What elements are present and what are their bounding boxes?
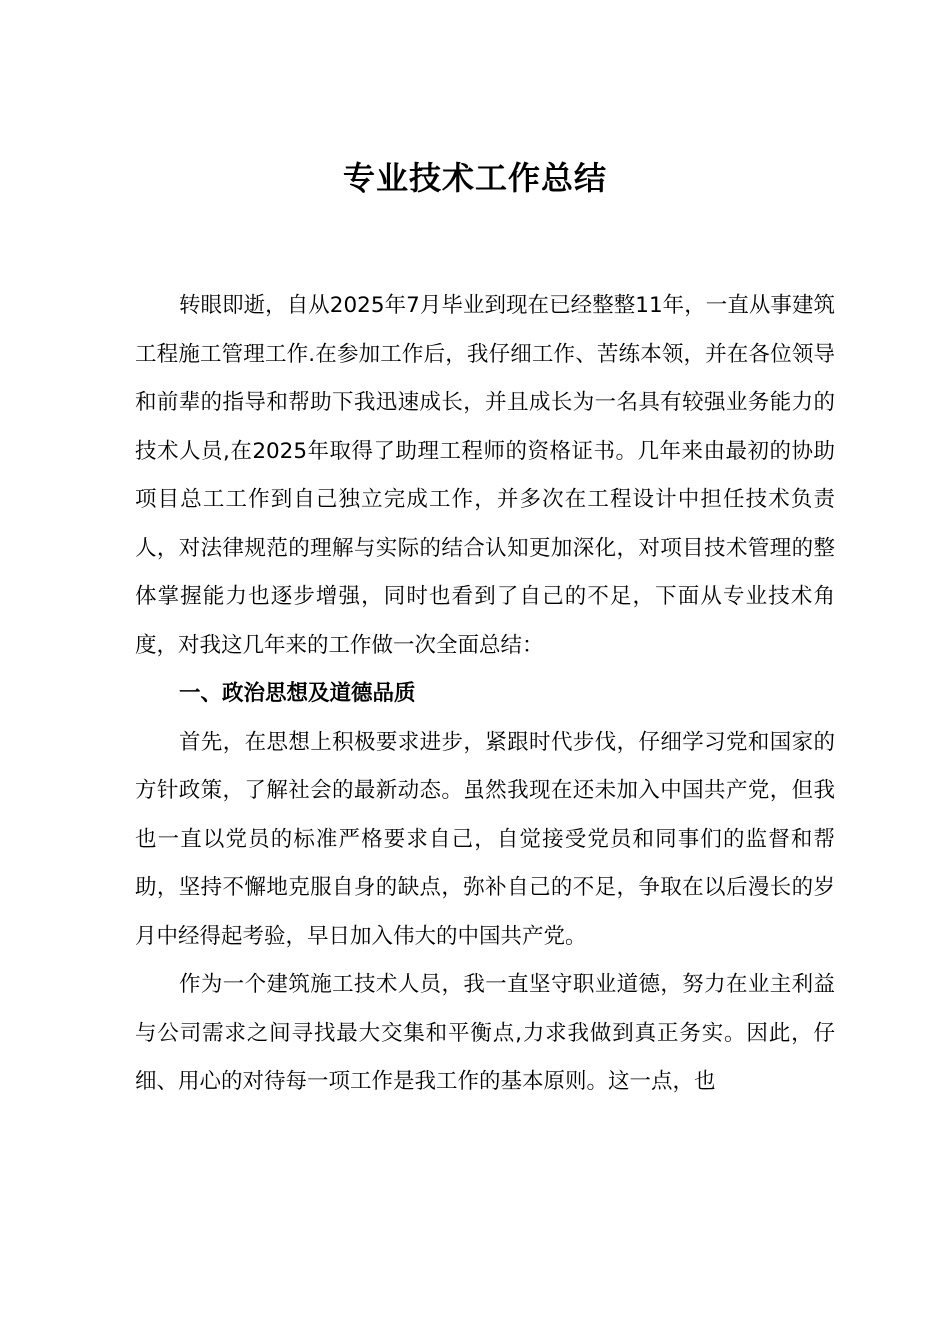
paragraph-political-thought: 首先，在思想上积极要求进步，紧跟时代步伐，仔细学习党和国家的方针政策，了解社会的最新动态。虽然我现在还未加入中国共产党，但我也一直以党员的标准严格要求自己，自觉接受党员和同事们的监督和帮助，坚持不懈地克服自身的缺点，弥补自己的不足，争取在以后漫长的岁月中经得起考验，早日加入伟大的中国共产党。 (135, 729, 835, 949)
document-title: 专业技术工作总结 (342, 159, 607, 197)
document-body (135, 282, 835, 1107)
paragraph-intro: 转眼即逝，自从2025年7月毕业到现在已经整整11年，一直从事建筑工程施工管理工作.在参加工作后，我仔细工作、苦练本领，并在各位领导和前辈的指导和帮助下我迅速成长，并且成长为一名具有较强业务能力的技术人员,在2025年取得了助理工程师的资格证书。几年来由最初的协助项目总工工作到自己独立完成工作，并多次在工程设计中担任技术负责人，对法律规范的理解与实际的结合认知更加深化，对项目技术管理的整体掌握能力也逐步增强，同时也看到了自己的不足，下面从专业技术角度，对我这几年来的工作做一次全面总结： (135, 293, 835, 658)
section-heading-political-ethics: 一、政治思想及道德品质 (179, 681, 416, 706)
paragraph-professional-ethics: 作为一个建筑施工技术人员，我一直坚守职业道德，努力在业主利益与公司需求之间寻找最大交集和平衡点,力求我做到真正务实。因此，仔细、用心的对待每一项工作是我工作的基本原则。这一点，也 (135, 972, 835, 1094)
